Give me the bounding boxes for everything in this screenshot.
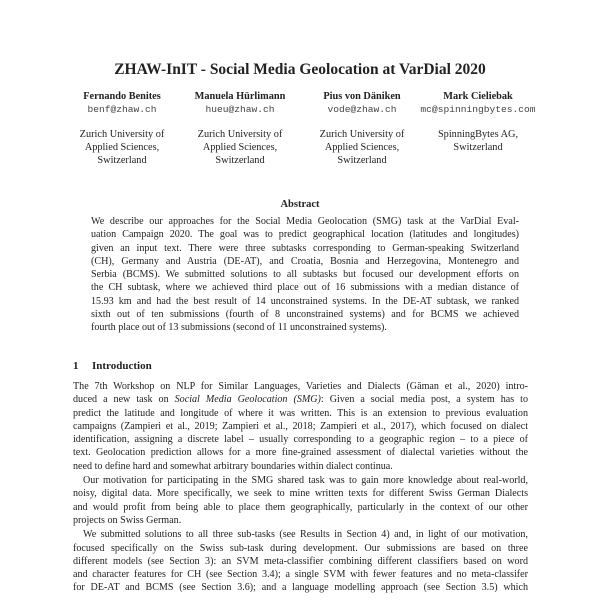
paragraph-line: text. Geolocation prediction allows for a more fine-grained assessment of dialectal varieties without the [73,447,528,459]
text-segment: : Given a social media post, a system has to [320,394,529,406]
affiliation-line: Applied Sciences, [324,142,400,153]
affiliation-line: Switzerland [97,155,147,166]
author-email[interactable]: hueu@zhaw.ch [205,104,275,115]
affiliation-line: Zurich University of [319,129,405,140]
author-affiliation [170,128,310,167]
section-title: Introduction [92,360,152,372]
abstract-line: the CH subtask, where we achieved third place out of 16 submissions with a median distance of [91,282,519,294]
paragraph-line: We submitted solutions to all three sub-tasks (see Results in Section 4) and, in light of our motivation, [83,529,528,541]
paragraph-line: different models (see Section 3): an SVM meta-classifier combining different classifiers based on word [73,555,528,567]
affiliation-line: Applied Sciences, [202,142,278,153]
section-number: 1 [73,360,79,372]
author-affiliation [408,128,548,154]
paragraph-line: projects on Swiss German. [73,514,182,526]
paragraph-line: focused specifically on the Swiss sub-task during development. Our submissions are based on three [73,542,528,554]
paragraph-line [73,393,528,406]
paragraph-line: and character features for CH (see Section 3.4); a single SVM with fewer features and no meta-classifer [73,569,528,581]
abstract-line: given an input text. There were three subtasks corresponding to German-speaking Switzerland [91,242,519,254]
abstract-body [91,215,519,335]
paragraph-line: need to define hard and somewhat arbitrary boundaries within dialect continua. [73,460,393,472]
emphasized-term: Social Media Geolocation (SMG) [174,394,321,406]
author-email[interactable]: benf@zhaw.ch [87,104,157,115]
affiliation-line: Switzerland [453,142,503,153]
author-email[interactable]: vode@zhaw.ch [327,104,397,115]
abstract-line: We describe our approaches for the Social Media Geolocation (SMG) task at the VarDial Eval- [91,216,519,227]
paragraph-line: and would profit from being able to place them geographically, particularly in the context of our other [73,501,528,513]
affiliation-line: Applied Sciences, [84,142,160,153]
author-email[interactable]: mc@spinningbytes.com [420,104,536,115]
paragraph [73,528,528,594]
paragraph-line: identification, assigning a discrete label – usually corresponding to a geographic region – to a piece of [73,434,528,446]
paragraph-line: predict the latitude and longitude of where it was written. This is an extension to previous evaluation [73,407,528,419]
abstract-line: Serbia (BCMS). We submitted solutions to all subtasks but focused our development efforts on [91,269,519,281]
affiliation-line: Switzerland [215,155,265,166]
paragraph-line: Our motivation for participating in the SMG shared task was to gain more knowledge about real-world, [83,475,528,487]
author-name: Manuela Hürlimann [194,91,286,102]
paragraph-line: campaigns (Zampieri et al., 2019; Zampieri et al., 2018; Zampieri et al., 2017), which focused on dialect [73,420,528,432]
author-block [170,90,310,167]
introduction-body [73,380,528,595]
paragraph-line: noisy, digital data. More specifically, we seek to mine written texts for different Swiss German Dialects [73,488,528,500]
abstract-line: sixth out of ten submissions (fourth of 8 unconstrained systems) and for BCMS we achieved [91,309,519,321]
author-block [408,90,548,154]
paragraph [73,474,528,527]
abstract-line: fourth place out of 13 submissions (second of 11 unconstrained systems). [91,322,387,334]
abstract-line: (CH), Germany and Austria (DE-AT), and Croatia, Bosnia and Herzegovina, Montenegro and [91,255,519,267]
paper-title: ZHAW-InIT - Social Media Geolocation at VarDial 2020 [114,61,486,78]
abstract-line: uation Campaign 2020. The goal was to predict geographical location (latitudes and longitudes) [91,229,519,241]
section-heading [73,360,152,372]
affiliation-line: SpinningBytes AG, [437,129,519,140]
abstract-line: 15.93 km and had the best result of 14 unconstrained systems. In the DE-AT subtask, we ranked [91,295,519,307]
author-name: Fernando Benites [83,91,161,102]
paragraph-line: for DE-AT and BCMS (see Section 3.6); and a language modelling approach (see Section 3.5) which [73,582,528,594]
paragraph [73,380,528,473]
abstract-heading: Abstract [280,199,320,210]
affiliation-line: Switzerland [337,155,387,166]
author-name: Pius von Däniken [323,91,401,102]
affiliation-line: Zurich University of [79,129,165,140]
paragraph-line: The 7th Workshop on NLP for Similar Languages, Varieties and Dialects (Găman et al., 2020) intro- [73,381,528,392]
text-segment: duced a new task on [73,394,175,406]
author-name: Mark Cieliebak [443,91,513,102]
affiliation-line: Zurich University of [197,129,283,140]
